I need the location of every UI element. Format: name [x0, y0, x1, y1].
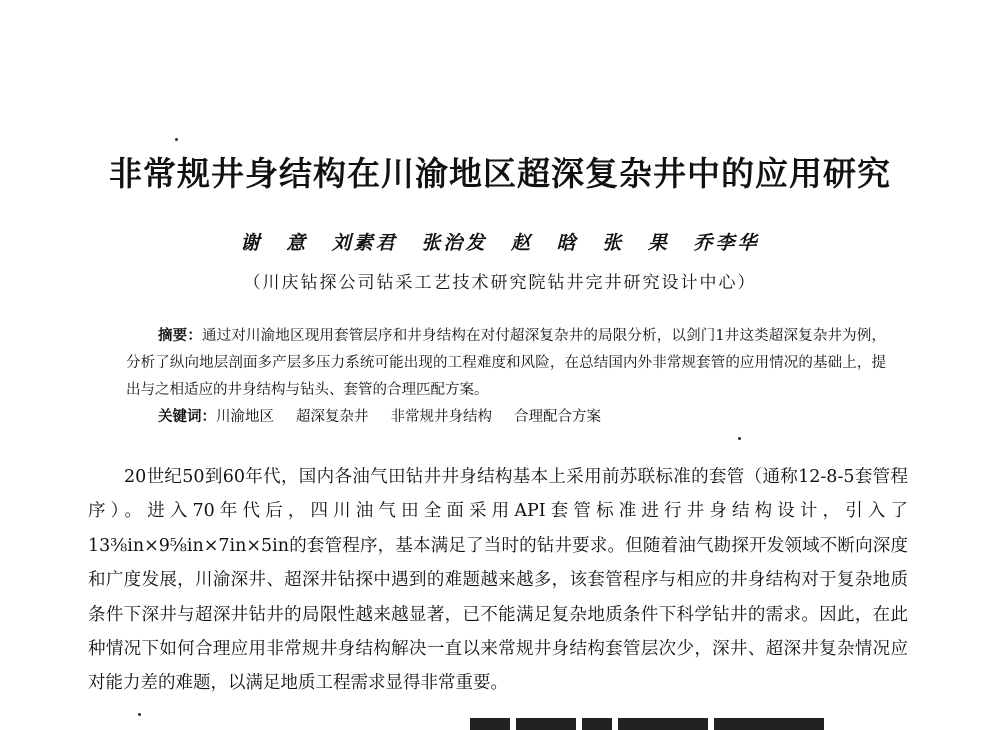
abstract-label: 摘要： [158, 327, 203, 344]
keyword: 超深复杂井 [296, 409, 369, 425]
affiliation: （川庆钻探公司钻采工艺技术研究院钻井完井研究设计中心） [243, 273, 757, 293]
keyword: 合理配合方案 [514, 409, 601, 425]
paper-title: 非常规井身结构在川渝地区超深复杂井中的应用研究 [109, 154, 891, 193]
scan-speck [175, 138, 178, 141]
abstract [126, 322, 886, 404]
scan-speck [738, 437, 741, 440]
keyword: 非常规井身结构 [390, 409, 492, 425]
scan-speck [138, 713, 141, 716]
author-list: 谢 意 刘素君 张治发 赵 晗 张 果 乔李华 [240, 232, 760, 254]
abstract-text: 通过对川渝地区现用套管层序和井身结构在对付超深复杂井的局限分析，以剑门1井这类超深复杂井为例，分析了纵向地层剖面多产层多压力系统可能出现的工程难度和风险，在总结国内外非常规套管的应用情况的基础上，提出与之相适应的井身结构与钻头、套管的合理匹配方案。 [126, 328, 886, 398]
keywords [158, 403, 623, 431]
body-paragraph: 20世纪50到60年代，国内各油气田钻井井身结构基本上采用前苏联标准的套管（通称12-8-5套管程序）。进入70年代后，四川油气田全面采用API套管标准进行井身结构设计，引入了13⅜in×9⅝in×7in×5in的套管程序，基本满足了当时的钻井要求。但随着油气勘探开发领域不断向深度和广度发展，川渝深井、超深井钻探中遇到的难题越来越多，该套管程序与相应的井身结构对于复杂地质条件下深井与超深井钻井的局限性越来越显著，已不能满足复杂地质条件下科学钻井的需求。因此，在此种情况下如何合理应用非常规井身结构解决一直以来常规井身结构套管层次少，深井、超深井复杂情况应对能力差的难题，以满足地质工程需求显得非常重要。 [88, 467, 908, 694]
cutoff-text-line [470, 718, 850, 730]
keywords-label: 关键词： [158, 408, 216, 425]
keyword: 川渝地区 [216, 409, 274, 425]
